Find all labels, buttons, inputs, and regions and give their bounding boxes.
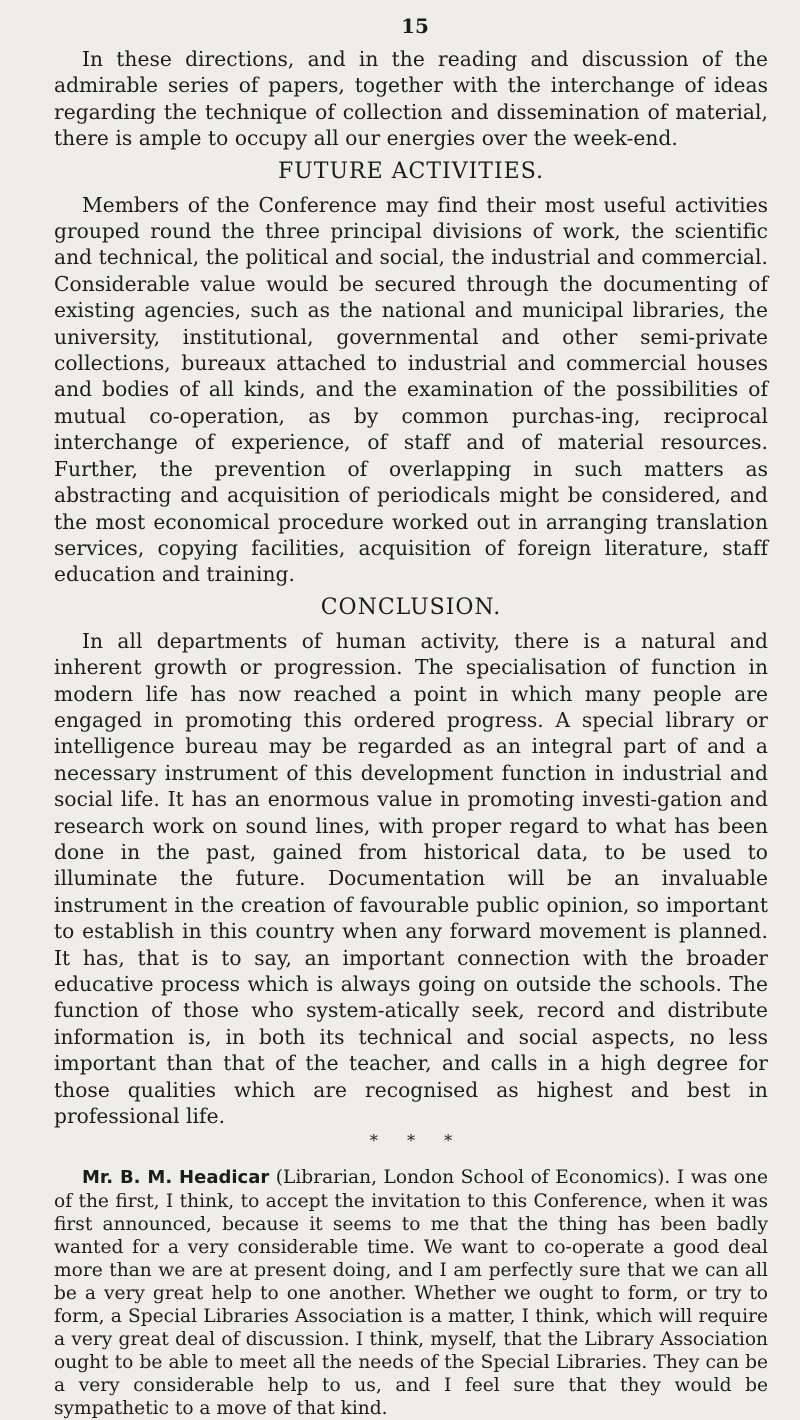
page-number: 15 [401, 14, 429, 38]
future-activities-paragraph: Members of the Conference may find their most useful activities grouped round the three principal divisions of work, the scientific and technical, the political and social, the industrial and commercial. Considerable value would be secured through the documenting of existing agencies, such as the national and municipal libraries, the university, institutional, governmental and other semi-private collections, bureaux attached to industrial and commercial houses and bodies of all kinds, and the examination of the possibilities of mutual co-operation, as by common purchas-ing, reciprocal interchange of experience, of staff and of material resources. Further, the prevention of overlapping in such matters as abstracting and acquisition of periodicals might be considered, and the most economical procedure worked out in arranging translation services, copying facilities, acquisition of foreign literature, staff education and training. [54, 192, 768, 587]
document-page [54, 14, 768, 1420]
intro-paragraph: In these directions, and in the reading and discussion of the admirable series of papers, together with the interchange of ideas regarding the technique of collection and dissemination of material, there is ample to occupy all our energies over the week-end. [54, 47, 768, 151]
future-activities-heading: FUTURE ACTIVITIES. [277, 158, 544, 184]
speech-text: (Librarian, London School of Economics). I was one of the first, I think, to accept the invitation to this Conference, when it was first announced, because it seems to me that the thing has been badly wanted for a very considerable time. We want to co-operate a good deal more than we are at present doing, and I am perfectly sure that we can all be a very great help to one another. Whether we ought to form, or try to form, a Special Libraries Association is a matter, I think, which will require a very great deal of discussion. I think, myself, that the Library Association ought to be able to meet all the needs of the Special Libraries. They can be a very considerable help to us, and I feel sure that they would be sympathetic to a move of that kind. [54, 1167, 768, 1420]
speaker-name: Mr. B. M. Headicar [82, 1167, 270, 1189]
section-separator: * * * [369, 1131, 453, 1151]
conclusion-heading: CONCLUSION. [320, 594, 502, 620]
conclusion-paragraph: In all departments of human activity, there is a natural and inherent growth or progression. The specialisation of function in modern life has now reached a point in which many people are engaged in promoting this ordered progress. A special library or intelligence bureau may be regarded as an integral part of and a necessary instrument of this development function in industrial and social life. It has an enormous value in promoting investi-gation and research work on sound lines, with proper regard to what has been done in the past, gained from historical data, to be used to illuminate the future. Documentation will be an invaluable instrument in the creation of favourable public opinion, so important to establish in this country when any forward movement is planned. It has, that is to say, an important connection with the broader educative process which is always going on outside the schools. The function of those who system-atically seek, record and distribute information is, in both its technical and social aspects, no less important than that of the teacher, and calls in a high degree for those qualities which are recognised as highest and best in professional life. [54, 628, 768, 1129]
speech-paragraph [54, 1166, 768, 1420]
